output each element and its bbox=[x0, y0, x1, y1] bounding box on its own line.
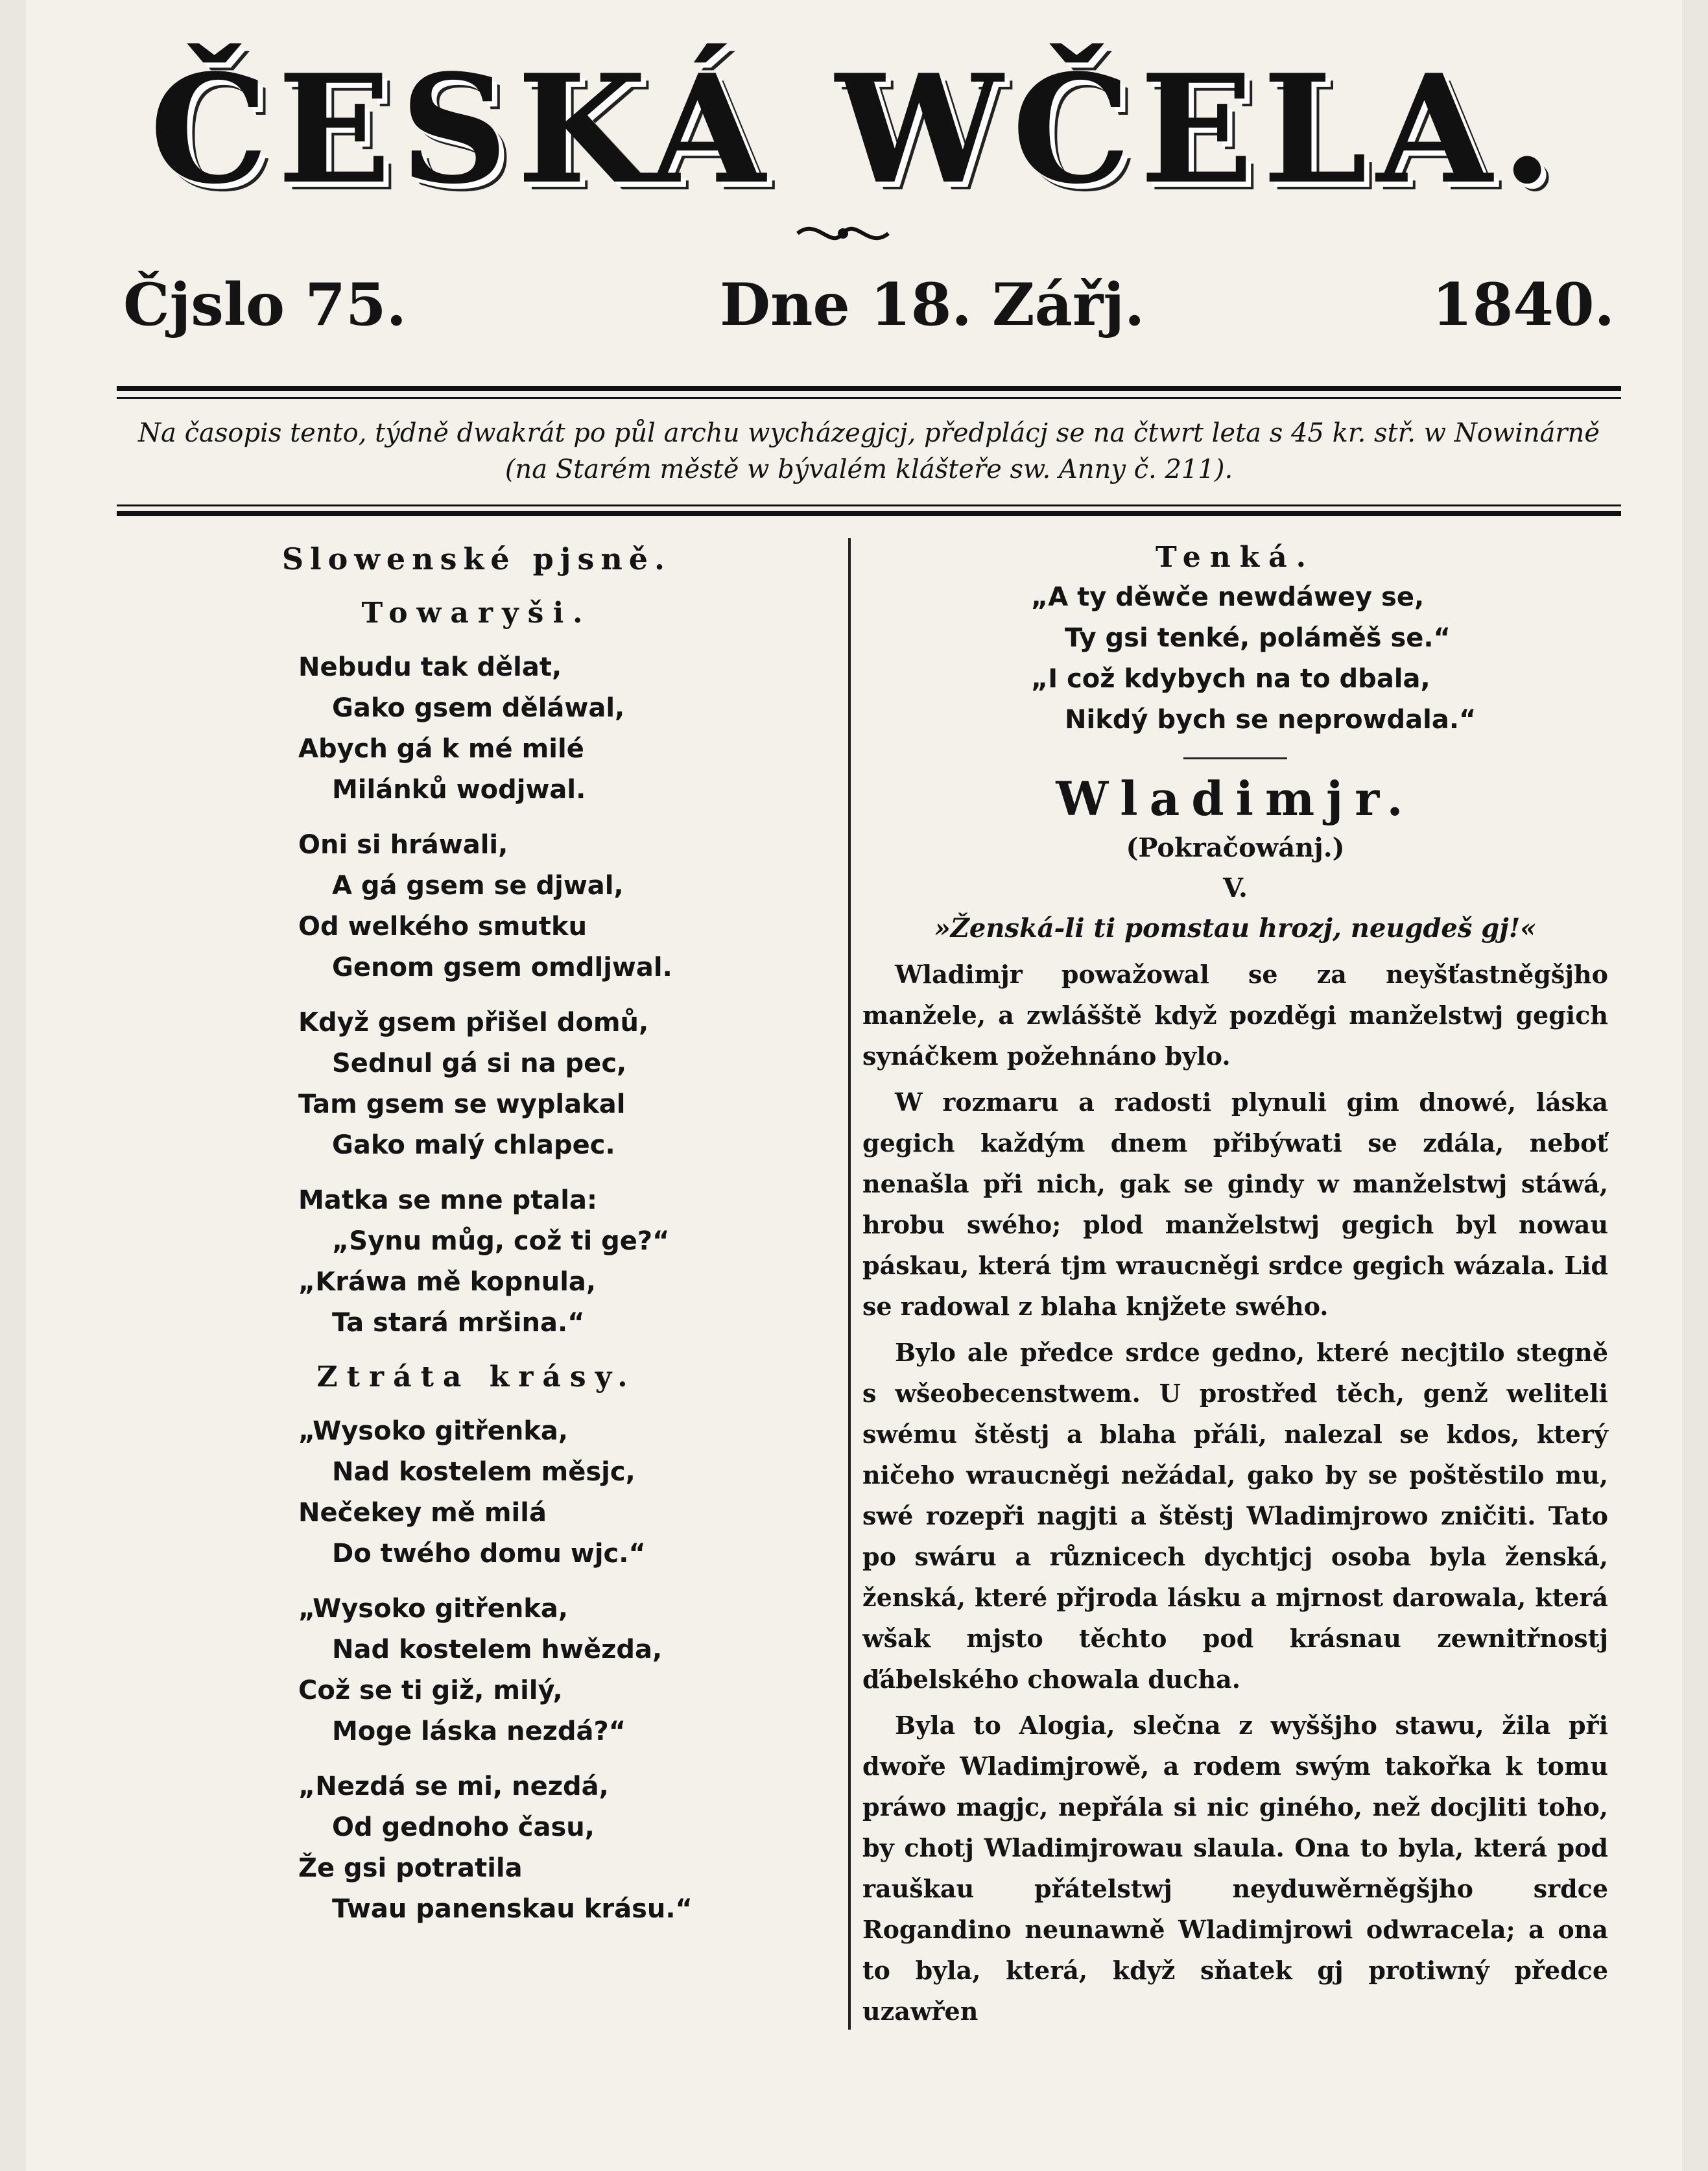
verse-line: Gako gsem děláwal, bbox=[332, 693, 625, 723]
stanza bbox=[123, 825, 830, 988]
issue-year: 1840. bbox=[1432, 270, 1615, 339]
masthead-title: ČESKÁ WČELA. bbox=[149, 42, 1563, 217]
verse-line: Oni si hráwali, bbox=[298, 830, 508, 860]
verse-line: Nad kostelem hwězda, bbox=[332, 1635, 663, 1665]
poem-body bbox=[862, 577, 1608, 741]
issue-line bbox=[123, 272, 1615, 337]
verse-line: „Wysoko gitřenka, bbox=[298, 1594, 569, 1624]
verse-line: „Synu můg, což ti ge?“ bbox=[332, 1226, 670, 1256]
header-rule-thin bbox=[117, 397, 1621, 399]
story-paragraph: Wladimjr powažowal se za neyšťastněgšjho manžele, a zwlášště když pozděgi manželstwj gegich synáčkem požehnáno bylo. bbox=[862, 960, 1608, 1071]
subscription-line-2: (na Starém městě w bývalém klášteře sw. Anny č. 211). bbox=[504, 455, 1233, 484]
stanza bbox=[123, 1766, 830, 1930]
verse-line: Do twého domu wjc.“ bbox=[332, 1539, 646, 1569]
story-paragraph: Bylo ale předce srdce gedno, které necjtilo stegně s wšeobecenstwem. U prostřed těch, genž weliteli swému štěstj a blaha přáli, nalezal se kdos, který ničeho wraucněgi nežádal, gako by se poštěstilo mu, swé rozepři nagjti a štěstj Wladimjrowo zničiti. Tato po swáru a různicech dychtjcj osoba byla ženská, ženská, které přjroda lásku a mjrnost darowala, která wšak mjsto těchto pod krásnau zewnitřnostj ďábelského chowala ducha. bbox=[862, 1338, 1608, 1694]
section-title: Slowenské pjsně. bbox=[281, 541, 672, 576]
stanza bbox=[123, 1411, 830, 1574]
verse-line: „A ty děwče newdáwey se, bbox=[1031, 582, 1425, 612]
verse-line: Když gsem přišel domů, bbox=[298, 1008, 649, 1038]
verse-line: Nečekey mě milá bbox=[298, 1498, 547, 1528]
body-rule-thick bbox=[117, 511, 1621, 516]
verse-line: Nebudu tak dělat, bbox=[298, 652, 562, 682]
body-rule-thin bbox=[117, 504, 1621, 506]
issue-date: Dne 18. Zářj. bbox=[720, 270, 1145, 339]
poem-title: Ztráta krásy. bbox=[316, 1360, 637, 1394]
verse-line: Tam gsem se wyplakal bbox=[298, 1089, 626, 1119]
verse-line: Matka se mne ptala: bbox=[298, 1185, 597, 1215]
newspaper-page bbox=[26, 0, 1682, 2171]
verse-line: Twau panenskau krásu.“ bbox=[332, 1894, 693, 1924]
verse-line: Ta stará mršina.“ bbox=[332, 1308, 585, 1338]
right-column bbox=[862, 538, 1608, 2032]
poem-title: Towaryši. bbox=[361, 597, 592, 630]
column-divider bbox=[848, 538, 851, 2030]
left-column bbox=[123, 538, 830, 1930]
verse-line: „Kráwa mě kopnula, bbox=[298, 1267, 597, 1297]
verse-line: Od welkého smutku bbox=[298, 912, 587, 942]
verse-line: Gako malý chlapec. bbox=[332, 1130, 615, 1160]
subscription-notice bbox=[123, 415, 1615, 488]
verse-line: „Wysoko gitřenka, bbox=[298, 1416, 569, 1446]
verse-line: Ty gsi tenké, poláměš se.“ bbox=[1065, 623, 1451, 653]
verse-line: Genom gsem omdljwal. bbox=[332, 953, 672, 982]
verse-line: „I což kdybych na to dbala, bbox=[1031, 664, 1430, 694]
poem-title: Tenká. bbox=[1156, 541, 1315, 574]
verse-line: Sednul gá si na pec, bbox=[332, 1049, 627, 1078]
story-paragraph: Byla to Alogia, slečna z wyššjho stawu, žila při dwoře Wladimjrowě, a rodem swým takořka k tomu práwo magjc, nepřála si nic giného, než docjliti toho, by chotj Wladimjrowau slaula. Ona to byla, která pod rauškau přátelstwj neyduwěrněgšjho srdce Rogandino neunawně Wladimjrowi odwracela; a ona to byla, která, když sňatek gj protiwný předce uzawřen bbox=[862, 1711, 1608, 2026]
stanza bbox=[123, 647, 830, 811]
verse-line: Nad kostelem měsjc, bbox=[332, 1457, 635, 1487]
chapter-motto: »Ženská-li ti pomstau hrozj, neugdeš gj!« bbox=[934, 913, 1537, 943]
masthead-ornament bbox=[791, 214, 895, 253]
verse-line: Že gsi potratila bbox=[298, 1853, 523, 1883]
verse-line: Od gednoho času, bbox=[332, 1812, 595, 1842]
verse-line: A gá gsem se djwal, bbox=[332, 871, 624, 901]
story-paragraph: W rozmaru a radosti plynuli gim dnowé, láska gegich každým dnem přibýwati se zdála, neboť nenašla při nich, gak se gindy w manželstwj stáwá, hrobu swého; plod manželstwj gegich byl nowau páskau, která tjm wraucněgi srdce gegich wázala. Lid se radowal z blaha knjžete swého. bbox=[862, 1087, 1608, 1321]
subscription-line-1: Na časopis tento, týdně dwakrát po půl archu wycházegjcj, předplácj se na čtwrt leta s 45 kr. stř. w Nowinárně bbox=[138, 418, 1600, 448]
stanza bbox=[123, 1180, 830, 1344]
stanza bbox=[123, 1002, 830, 1166]
story-title: Wladimjr. bbox=[1056, 771, 1415, 826]
verse-line: Nikdý bych se neprowdala.“ bbox=[1065, 705, 1477, 735]
verse-line: Milánků wodjwal. bbox=[332, 775, 586, 805]
verse-line: Abych gá k mé milé bbox=[298, 734, 584, 764]
issue-number: Čjslo 75. bbox=[123, 270, 407, 339]
chapter-number: V. bbox=[1223, 873, 1248, 903]
story-continued: (Pokračowánj.) bbox=[1126, 833, 1345, 863]
section-separator bbox=[1183, 757, 1287, 759]
verse-line: Což se ti giž, milý, bbox=[298, 1676, 563, 1705]
verse-line: „Nezdá se mi, nezdá, bbox=[298, 1772, 609, 1801]
verse-line: Moge láska nezdá?“ bbox=[332, 1716, 626, 1746]
header-rule-thick bbox=[117, 386, 1621, 391]
stanza bbox=[123, 1589, 830, 1752]
